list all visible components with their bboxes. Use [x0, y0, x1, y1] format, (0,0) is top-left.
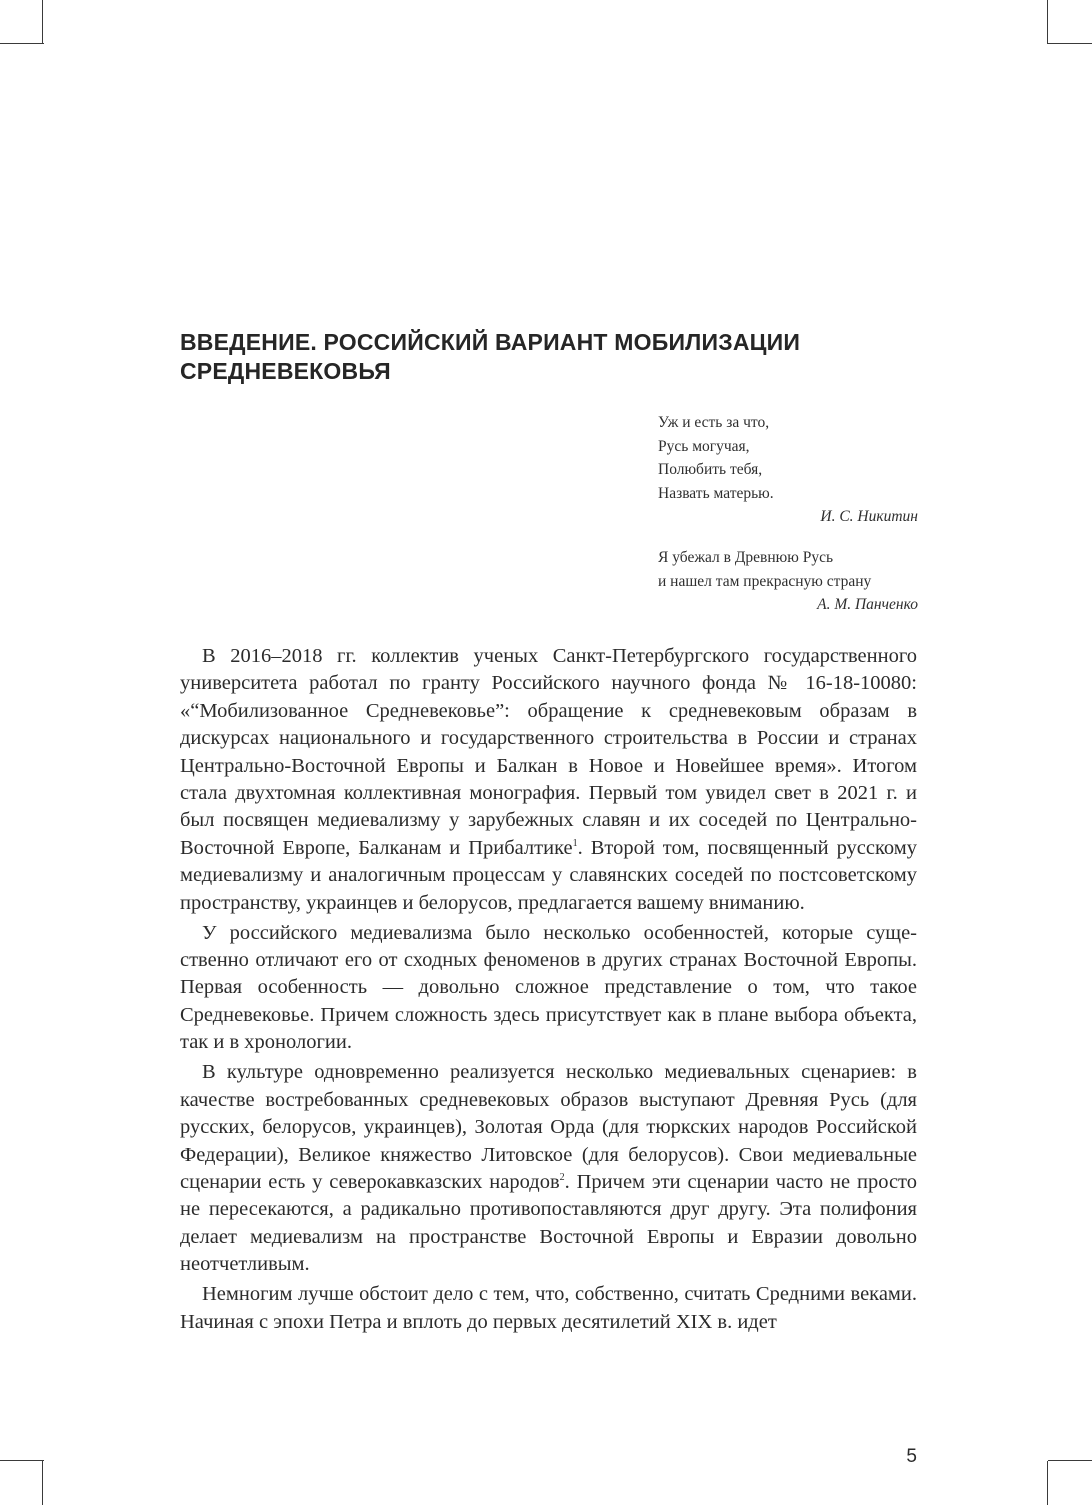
epigraph-line: Я убежал в Древнюю Русь	[658, 549, 834, 566]
crop-mark	[1048, 1460, 1092, 1461]
chapter-title	[180, 328, 940, 386]
crop-mark	[0, 1460, 44, 1461]
page-number: 5	[906, 1446, 917, 1467]
paragraph	[180, 920, 917, 1057]
paragraph-text: . Второй том, посвященный русскому медиевализму и аналогичным процессам у славянских соседей по постсоветскому пространству, украинцев и белорусов, предлагается вашему вниманию.	[180, 836, 917, 914]
epigraph-line: Назвать матерью.	[658, 484, 774, 502]
paragraph-text: Немногим лучше обстоит дело с тем, что, собственно, считать Средними веками. Начиная с эпохи Петра и вплоть до первых десятилетий XIX в. идет	[180, 1283, 917, 1333]
paragraph-text: У российского медиевализма было несколько особенностей, которые существенно отличают его от сходных феноменов в других странах Восточной Европы. Первая особенность — довольно сложное представление о том, что такое Средневековье. Причем сложность здесь присутствует как в плане выбора объекта, так и в хронологии.	[180, 921, 917, 1054]
crop-mark	[1047, 1461, 1048, 1505]
crop-mark	[0, 43, 44, 44]
epigraph-line: и нашел там прекрасную страну	[658, 572, 872, 590]
crop-mark	[42, 1461, 43, 1505]
epigraph-author: А. М. Панченко	[817, 596, 918, 613]
body-text	[180, 643, 917, 1339]
epigraph-panchenko	[658, 546, 918, 617]
paragraph	[180, 1281, 917, 1336]
epigraph-line: Уж и есть за что,	[658, 414, 770, 431]
paragraph-text: . Причем эти сценарии часто не просто не пересекаются, а радикально противопоставляются друг другу. Эта полифония делает медиевализм на пространстве Восточной Европы и Евразии довольно неотчетливым.	[180, 1170, 917, 1276]
paragraph-text: В 2016–2018 гг. коллектив ученых Санкт-Петербургского государственного университета работал по гранту Российского научного фонда № 16-18-10080: «“Мобилизованное Средневековье”: обращение к средневековым образам в дискурсах национального и государственного строительства в России и странах Центрально-Восточной Европы и Балкан в Новое и Новейшее время». Итогом стала двухтомная коллективная монография. Первый том увидел свет в 2021 г. и был посвящен медиевализму у зарубежных славян и их соседей по Центрально-Восточной Европе, Балканам и Прибалтике	[180, 645, 917, 859]
paragraph	[180, 1059, 917, 1278]
footnote-ref[interactable]: 2	[559, 1171, 565, 1183]
chapter-title-line: СРЕДНЕВЕКОВЬЯ	[180, 358, 391, 384]
epigraph-author: И. С. Никитин	[820, 508, 918, 525]
paragraph	[180, 643, 917, 917]
epigraph-nikitin	[658, 411, 918, 529]
epigraph-line: Полюбить тебя,	[658, 461, 763, 478]
epigraph-line: Русь могучая,	[658, 437, 750, 455]
crop-mark	[1047, 0, 1048, 44]
crop-mark	[1048, 43, 1092, 44]
paragraph-text: В культуре одновременно реализуется несколько медиевальных сценариев: в качестве востребованных средневековых образов выступают Древняя Русь (для русских, белорусов, украинцев), Золотая Орда (для тюркских народов Российской Федерации), Великое княжество Литовское (для белорусов). Свои медиевальные сценарии есть у северокавказских народов	[180, 1061, 917, 1193]
footnote-ref[interactable]: 1	[572, 837, 578, 849]
crop-mark	[42, 0, 43, 44]
chapter-title-line: ВВЕДЕНИЕ. РОССИЙСКИЙ ВАРИАНТ МОБИЛИЗАЦИИ	[180, 329, 801, 355]
